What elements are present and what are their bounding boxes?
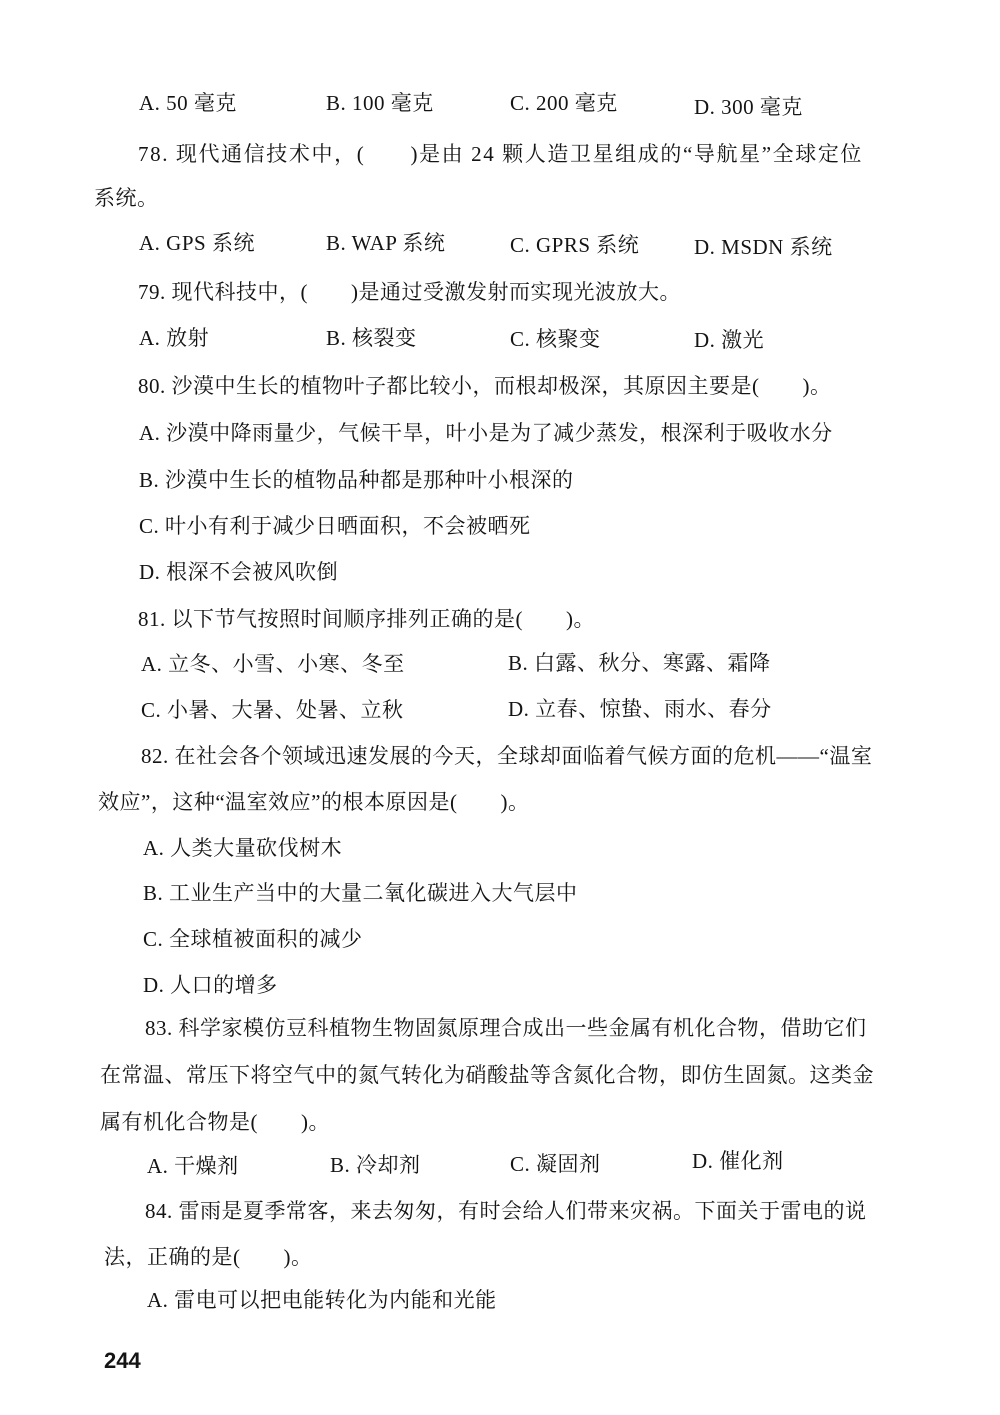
- q83-stem-line3: 属有机化合物是( )。: [100, 1110, 330, 1134]
- q82-option-b: B. 工业生产当中的大量二氧化碳进入大气层中: [143, 881, 578, 905]
- q84-option-a: A. 雷电可以把电能转化为内能和光能: [147, 1288, 497, 1312]
- q79-option-c: C. 核聚变: [510, 327, 601, 351]
- q81-option-b: B. 白露、秋分、寒露、霜降: [508, 651, 771, 675]
- q83-option-a: A. 干燥剂: [147, 1154, 239, 1178]
- q84-stem-line2: 法，正确的是( )。: [104, 1245, 313, 1269]
- q82-option-c: C. 全球植被面积的减少: [143, 927, 363, 951]
- q83-stem-line1: 83. 科学家模仿豆科植物生物固氮原理合成出一些金属有机化合物，借助它们: [145, 1016, 867, 1040]
- q77-option-b: B. 100 毫克: [326, 91, 434, 115]
- q78-option-b: B. WAP 系统: [326, 231, 446, 255]
- q82-option-a: A. 人类大量砍伐树木: [143, 836, 343, 860]
- q78-option-c: C. GPRS 系统: [510, 233, 640, 257]
- q80-option-a: A. 沙漠中降雨量少，气候干旱，叶小是为了减少蒸发，根深利于吸收水分: [139, 421, 833, 445]
- q80-option-d: D. 根深不会被风吹倒: [139, 560, 339, 584]
- q83-option-c: C. 凝固剂: [510, 1152, 601, 1176]
- q79-stem-line1: 79. 现代科技中，( )是通过受激发射而实现光波放大。: [138, 280, 681, 304]
- q83-option-b: B. 冷却剂: [330, 1153, 421, 1177]
- page-number: 244: [104, 1348, 141, 1373]
- q84-stem-line1: 84. 雷雨是夏季常客，来去匆匆，有时会给人们带来灾祸。下面关于雷电的说: [145, 1199, 867, 1223]
- q81-option-a: A. 立冬、小雪、小寒、冬至: [141, 652, 405, 676]
- q82-option-d: D. 人口的增多: [143, 973, 278, 997]
- q77-option-a: A. 50 毫克: [139, 91, 237, 115]
- q77-option-c: C. 200 毫克: [510, 91, 618, 115]
- q79-option-a: A. 放射: [139, 326, 210, 350]
- q78-stem-line2: 系统。: [94, 186, 159, 210]
- q79-option-d: D. 激光: [694, 328, 765, 352]
- q80-option-b: B. 沙漠中生长的植物品种都是那种叶小根深的: [139, 468, 574, 492]
- q78-option-a: A. GPS 系统: [139, 231, 255, 255]
- q78-option-d: D. MSDN 系统: [694, 235, 833, 259]
- q83-option-d: D. 催化剂: [692, 1149, 784, 1173]
- q80-option-c: C. 叶小有利于减少日晒面积，不会被晒死: [139, 514, 531, 538]
- q81-stem-line1: 81. 以下节气按照时间顺序排列正确的是( )。: [138, 607, 595, 631]
- q78-stem-line1: 78. 现代通信技术中，( )是由 24 颗人造卫星组成的“导航星”全球定位: [138, 142, 864, 166]
- q79-option-b: B. 核裂变: [326, 326, 417, 350]
- q83-stem-line2: 在常温、常压下将空气中的氮气转化为硝酸盐等含氮化合物，即仿生固氮。这类金: [100, 1063, 874, 1087]
- q80-stem-line1: 80. 沙漠中生长的植物叶子都比较小，而根却极深，其原因主要是( )。: [138, 374, 832, 398]
- q82-stem-line1: 82. 在社会各个领域迅速发展的今天，全球却面临着气候方面的危机——“温室: [141, 744, 873, 768]
- q81-option-d: D. 立春、惊蛰、雨水、春分: [508, 697, 772, 721]
- q81-option-c: C. 小暑、大暑、处暑、立秋: [141, 698, 404, 722]
- q77-option-d: D. 300 毫克: [694, 95, 803, 119]
- q82-stem-line2: 效应”，这种“温室效应”的根本原因是( )。: [98, 790, 530, 814]
